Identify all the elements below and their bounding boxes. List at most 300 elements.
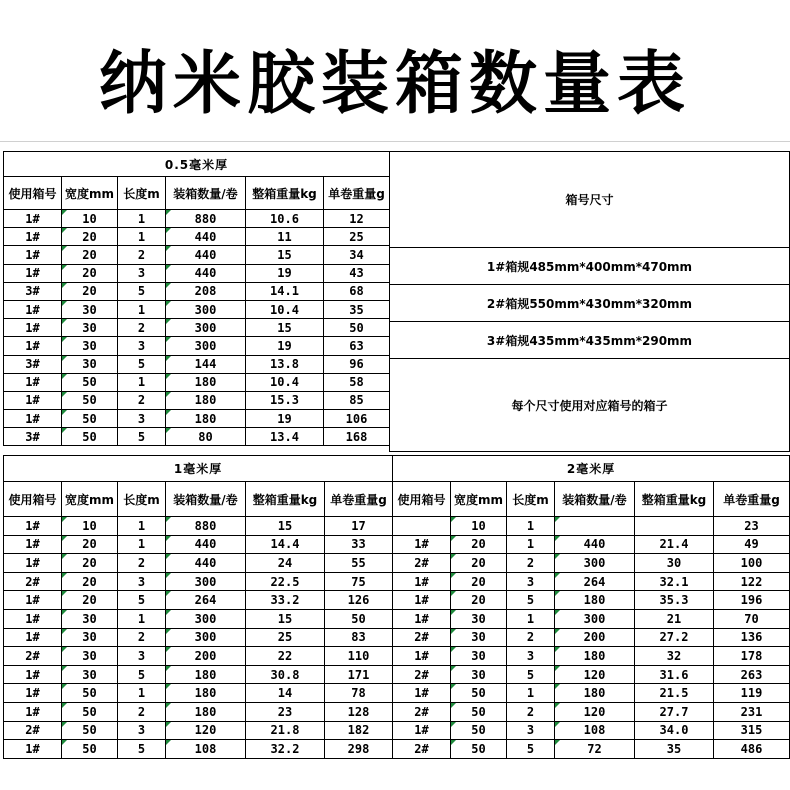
cell-qty: 120 — [166, 721, 246, 740]
cell-qty: 880 — [166, 210, 246, 228]
table-row — [393, 535, 790, 554]
cell-width: 50 — [62, 391, 118, 409]
cell-length: 2 — [118, 554, 166, 573]
cell-width: 30 — [451, 647, 507, 666]
cell-box-no: 1# — [4, 246, 62, 264]
table-row — [4, 702, 393, 721]
box-size-3: 3#箱规435mm*435mm*290mm — [390, 322, 790, 359]
cell-width: 30 — [62, 337, 118, 355]
cell-width: 30 — [62, 609, 118, 628]
table-row — [4, 554, 393, 573]
cell-length: 2 — [118, 391, 166, 409]
cell-box-no: 1# — [4, 319, 62, 337]
cell-qty: 300 — [166, 628, 246, 647]
section-label-2mm: 2毫米厚 — [393, 456, 790, 482]
cell-width: 20 — [62, 572, 118, 591]
cell-qty: 120 — [555, 702, 635, 721]
cell-roll-weight: 49 — [714, 535, 790, 554]
cell-box-weight: 14.1 — [246, 282, 324, 300]
table-row — [393, 721, 790, 740]
header-qty: 装箱数量/卷 — [555, 482, 635, 517]
header-box-weight: 整箱重量kg — [635, 482, 714, 517]
table-row — [4, 665, 393, 684]
cell-box-no: 1# — [4, 591, 62, 610]
cell-box-weight: 22.5 — [246, 572, 325, 591]
cell-length: 1 — [507, 535, 555, 554]
cell-box-no — [393, 517, 451, 536]
cell-qty: 300 — [166, 319, 246, 337]
cell-box-no: 1# — [4, 628, 62, 647]
cell-roll-weight: 25 — [324, 228, 390, 246]
cell-length: 1 — [118, 684, 166, 703]
cell-width: 30 — [451, 628, 507, 647]
table-2mm — [392, 455, 790, 759]
cell-box-no: 1# — [4, 535, 62, 554]
cell-qty: 300 — [555, 609, 635, 628]
cell-roll-weight: 85 — [324, 391, 390, 409]
cell-roll-weight: 106 — [324, 410, 390, 428]
cell-box-no: 1# — [4, 517, 62, 536]
cell-box-no: 1# — [4, 373, 62, 391]
header-roll-weight: 单卷重量g — [714, 482, 790, 517]
table-row — [393, 609, 790, 628]
table-row — [393, 554, 790, 573]
cell-roll-weight: 50 — [325, 609, 393, 628]
cell-width: 20 — [451, 572, 507, 591]
cell-width: 20 — [62, 264, 118, 282]
cell-width: 30 — [62, 355, 118, 373]
cell-box-no: 2# — [393, 740, 451, 759]
table-row — [4, 300, 390, 318]
table-row — [4, 373, 390, 391]
table-row — [393, 665, 790, 684]
cell-box-weight: 21.4 — [635, 535, 714, 554]
cell-width: 20 — [62, 246, 118, 264]
cell-qty: 180 — [555, 684, 635, 703]
cell-box-weight: 30.8 — [246, 665, 325, 684]
table-row — [4, 517, 393, 536]
cell-box-weight: 13.8 — [246, 355, 324, 373]
cell-width: 20 — [451, 591, 507, 610]
cell-length: 5 — [118, 355, 166, 373]
header-qty: 装箱数量/卷 — [166, 177, 246, 210]
cell-roll-weight: 43 — [324, 264, 390, 282]
cell-roll-weight: 23 — [714, 517, 790, 536]
cell-box-weight: 22 — [246, 647, 325, 666]
header-length: 长度m — [118, 177, 166, 210]
cell-roll-weight: 50 — [324, 319, 390, 337]
cell-roll-weight: 128 — [325, 702, 393, 721]
cell-qty: 264 — [166, 591, 246, 610]
cell-qty: 300 — [166, 609, 246, 628]
cell-box-weight: 32.1 — [635, 572, 714, 591]
cell-roll-weight: 75 — [325, 572, 393, 591]
cell-length: 3 — [118, 264, 166, 282]
cell-length: 2 — [118, 246, 166, 264]
cell-qty: 440 — [166, 228, 246, 246]
cell-box-weight: 19 — [246, 264, 324, 282]
table-row — [393, 684, 790, 703]
cell-box-no: 1# — [4, 702, 62, 721]
cell-length: 5 — [507, 665, 555, 684]
cell-box-no: 1# — [4, 391, 62, 409]
table-row — [4, 428, 390, 446]
cell-width: 30 — [62, 319, 118, 337]
cell-width: 50 — [62, 721, 118, 740]
cell-box-weight: 15 — [246, 609, 325, 628]
cell-roll-weight: 55 — [325, 554, 393, 573]
cell-width: 20 — [62, 554, 118, 573]
cell-length: 3 — [507, 647, 555, 666]
cell-length: 1 — [118, 535, 166, 554]
cell-box-weight: 10.6 — [246, 210, 324, 228]
header-width: 宽度mm — [451, 482, 507, 517]
cell-box-weight: 32 — [635, 647, 714, 666]
cell-box-no: 3# — [4, 282, 62, 300]
cell-length: 1 — [118, 228, 166, 246]
cell-qty: 300 — [166, 572, 246, 591]
header-box-no: 使用箱号 — [4, 482, 62, 517]
cell-length: 1 — [507, 684, 555, 703]
cell-box-weight: 14.4 — [246, 535, 325, 554]
table-row — [393, 591, 790, 610]
cell-roll-weight: 298 — [325, 740, 393, 759]
table-row — [4, 391, 390, 409]
box-size-2: 2#箱规550mm*430mm*320mm — [390, 285, 790, 322]
cell-box-weight: 19 — [246, 337, 324, 355]
header-row — [393, 482, 790, 517]
table-row — [4, 628, 393, 647]
cell-length: 1 — [118, 609, 166, 628]
header-width: 宽度mm — [62, 482, 118, 517]
table-row — [4, 647, 393, 666]
cell-qty: 180 — [166, 702, 246, 721]
cell-box-weight: 15 — [246, 319, 324, 337]
cell-width: 10 — [62, 210, 118, 228]
cell-box-no: 1# — [4, 665, 62, 684]
cell-box-weight — [635, 517, 714, 536]
cell-qty — [555, 517, 635, 536]
cell-qty: 180 — [166, 391, 246, 409]
table-05mm — [3, 151, 390, 446]
header-box-no: 使用箱号 — [393, 482, 451, 517]
section-label-1mm: 1毫米厚 — [4, 456, 393, 482]
cell-qty: 180 — [166, 665, 246, 684]
cell-qty: 264 — [555, 572, 635, 591]
cell-length: 1 — [507, 517, 555, 536]
table-row — [4, 264, 390, 282]
cell-roll-weight: 119 — [714, 684, 790, 703]
sheet-gridline — [0, 141, 790, 142]
cell-length: 3 — [118, 410, 166, 428]
cell-roll-weight: 83 — [325, 628, 393, 647]
table-row — [4, 246, 390, 264]
cell-box-no: 1# — [4, 410, 62, 428]
cell-box-weight: 10.4 — [246, 300, 324, 318]
cell-roll-weight: 315 — [714, 721, 790, 740]
table-row — [393, 517, 790, 536]
cell-roll-weight: 110 — [325, 647, 393, 666]
cell-roll-weight: 35 — [324, 300, 390, 318]
cell-width: 50 — [451, 702, 507, 721]
cell-box-weight: 14 — [246, 684, 325, 703]
cell-length: 5 — [118, 282, 166, 300]
cell-length: 3 — [507, 572, 555, 591]
table-row — [4, 319, 390, 337]
cell-roll-weight: 486 — [714, 740, 790, 759]
cell-width: 50 — [451, 740, 507, 759]
cell-box-weight: 33.2 — [246, 591, 325, 610]
cell-box-no: 1# — [4, 609, 62, 628]
cell-box-weight: 10.4 — [246, 373, 324, 391]
cell-roll-weight: 196 — [714, 591, 790, 610]
cell-length: 3 — [118, 337, 166, 355]
cell-box-weight: 27.2 — [635, 628, 714, 647]
cell-length: 5 — [118, 591, 166, 610]
cell-length: 2 — [507, 554, 555, 573]
table-row — [4, 591, 393, 610]
cell-box-weight: 35.3 — [635, 591, 714, 610]
cell-roll-weight: 178 — [714, 647, 790, 666]
cell-roll-weight: 122 — [714, 572, 790, 591]
cell-length: 1 — [118, 373, 166, 391]
header-box-no: 使用箱号 — [4, 177, 62, 210]
cell-width: 30 — [62, 647, 118, 666]
cell-width: 50 — [62, 428, 118, 446]
cell-qty: 440 — [166, 246, 246, 264]
page-title: 纳米胶装箱数量表 — [98, 45, 691, 124]
cell-box-no: 2# — [393, 628, 451, 647]
table-row — [4, 210, 390, 228]
cell-qty: 180 — [555, 647, 635, 666]
header-box-weight: 整箱重量kg — [246, 482, 325, 517]
section-label-05mm: 0.5毫米厚 — [4, 152, 390, 177]
cell-box-weight: 15.3 — [246, 391, 324, 409]
cell-roll-weight: 136 — [714, 628, 790, 647]
cell-roll-weight: 34 — [324, 246, 390, 264]
cell-box-weight: 25 — [246, 628, 325, 647]
table-row — [4, 282, 390, 300]
cell-width: 30 — [451, 665, 507, 684]
header-row — [4, 482, 393, 517]
header-length: 长度m — [118, 482, 166, 517]
cell-box-no: 2# — [4, 647, 62, 666]
header-box-weight: 整箱重量kg — [246, 177, 324, 210]
cell-box-no: 1# — [393, 609, 451, 628]
cell-box-weight: 15 — [246, 246, 324, 264]
table-row — [4, 535, 393, 554]
cell-qty: 200 — [555, 628, 635, 647]
cell-qty: 108 — [166, 740, 246, 759]
cell-roll-weight: 231 — [714, 702, 790, 721]
cell-box-no: 1# — [4, 554, 62, 573]
table-row — [4, 355, 390, 373]
cell-box-no: 1# — [393, 591, 451, 610]
cell-qty: 440 — [166, 535, 246, 554]
cell-qty: 880 — [166, 517, 246, 536]
cell-box-weight: 32.2 — [246, 740, 325, 759]
cell-width: 20 — [62, 228, 118, 246]
cell-width: 50 — [62, 702, 118, 721]
cell-box-no: 3# — [4, 428, 62, 446]
cell-width: 50 — [62, 740, 118, 759]
cell-qty: 440 — [166, 264, 246, 282]
cell-roll-weight: 58 — [324, 373, 390, 391]
cell-roll-weight: 70 — [714, 609, 790, 628]
cell-box-no: 2# — [393, 665, 451, 684]
table-row — [4, 228, 390, 246]
cell-qty: 300 — [555, 554, 635, 573]
cell-roll-weight: 263 — [714, 665, 790, 684]
cell-qty: 300 — [166, 300, 246, 318]
cell-length: 2 — [507, 628, 555, 647]
table-row — [4, 721, 393, 740]
cell-length: 2 — [507, 702, 555, 721]
cell-width: 20 — [62, 535, 118, 554]
cell-box-weight: 31.6 — [635, 665, 714, 684]
cell-width: 50 — [62, 410, 118, 428]
table-row — [393, 572, 790, 591]
cell-box-weight: 21.5 — [635, 684, 714, 703]
cell-width: 30 — [62, 300, 118, 318]
cell-width: 30 — [62, 665, 118, 684]
header-row — [4, 177, 390, 210]
cell-length: 5 — [118, 740, 166, 759]
cell-length: 1 — [507, 609, 555, 628]
cell-qty: 440 — [166, 554, 246, 573]
cell-box-no: 1# — [4, 210, 62, 228]
header-qty: 装箱数量/卷 — [166, 482, 246, 517]
cell-roll-weight: 100 — [714, 554, 790, 573]
cell-box-weight: 35 — [635, 740, 714, 759]
cell-qty: 300 — [166, 337, 246, 355]
cell-length: 2 — [118, 628, 166, 647]
cell-width: 20 — [62, 282, 118, 300]
cell-box-no: 1# — [4, 740, 62, 759]
cell-width: 30 — [451, 609, 507, 628]
table-row — [4, 740, 393, 759]
box-size-1: 1#箱规485mm*400mm*470mm — [390, 248, 790, 285]
cell-box-no: 2# — [393, 702, 451, 721]
cell-roll-weight: 171 — [325, 665, 393, 684]
table-row — [393, 702, 790, 721]
cell-length: 3 — [507, 721, 555, 740]
cell-roll-weight: 63 — [324, 337, 390, 355]
cell-qty: 72 — [555, 740, 635, 759]
cell-length: 5 — [507, 740, 555, 759]
table-1mm — [3, 455, 393, 759]
cell-width: 20 — [451, 535, 507, 554]
cell-qty: 120 — [555, 665, 635, 684]
cell-width: 10 — [62, 517, 118, 536]
cell-width: 20 — [62, 591, 118, 610]
cell-qty: 180 — [555, 591, 635, 610]
cell-length: 1 — [118, 210, 166, 228]
cell-box-weight: 13.4 — [246, 428, 324, 446]
cell-box-weight: 34.0 — [635, 721, 714, 740]
table-row — [4, 410, 390, 428]
cell-roll-weight: 78 — [325, 684, 393, 703]
cell-qty: 200 — [166, 647, 246, 666]
cell-qty: 144 — [166, 355, 246, 373]
table-row — [4, 572, 393, 591]
cell-qty: 208 — [166, 282, 246, 300]
cell-length: 2 — [118, 319, 166, 337]
cell-length: 5 — [118, 428, 166, 446]
cell-roll-weight: 68 — [324, 282, 390, 300]
cell-length: 5 — [507, 591, 555, 610]
cell-length: 2 — [118, 702, 166, 721]
cell-width: 50 — [451, 684, 507, 703]
cell-box-no: 1# — [4, 337, 62, 355]
cell-box-no: 3# — [4, 355, 62, 373]
cell-box-weight: 15 — [246, 517, 325, 536]
cell-roll-weight: 126 — [325, 591, 393, 610]
cell-length: 1 — [118, 300, 166, 318]
cell-width: 10 — [451, 517, 507, 536]
cell-box-no: 1# — [4, 228, 62, 246]
cell-box-no: 1# — [393, 684, 451, 703]
cell-qty: 80 — [166, 428, 246, 446]
cell-length: 3 — [118, 572, 166, 591]
cell-box-weight: 19 — [246, 410, 324, 428]
cell-roll-weight: 96 — [324, 355, 390, 373]
cell-length: 1 — [118, 517, 166, 536]
cell-box-no: 1# — [393, 572, 451, 591]
cell-width: 50 — [451, 721, 507, 740]
cell-roll-weight: 17 — [325, 517, 393, 536]
cell-roll-weight: 182 — [325, 721, 393, 740]
cell-box-weight: 27.7 — [635, 702, 714, 721]
cell-length: 3 — [118, 647, 166, 666]
cell-roll-weight: 168 — [324, 428, 390, 446]
cell-qty: 180 — [166, 684, 246, 703]
cell-box-weight: 11 — [246, 228, 324, 246]
cell-box-no: 1# — [393, 535, 451, 554]
table-row — [393, 628, 790, 647]
cell-qty: 180 — [166, 410, 246, 428]
cell-box-weight: 21 — [635, 609, 714, 628]
cell-roll-weight: 33 — [325, 535, 393, 554]
cell-box-weight: 24 — [246, 554, 325, 573]
cell-length: 3 — [118, 721, 166, 740]
cell-box-no: 1# — [4, 300, 62, 318]
table-row — [4, 609, 393, 628]
cell-width: 50 — [62, 684, 118, 703]
cell-width: 30 — [62, 628, 118, 647]
cell-qty: 108 — [555, 721, 635, 740]
table-row — [393, 740, 790, 759]
cell-box-weight: 21.8 — [246, 721, 325, 740]
box-size-label: 箱号尺寸 — [390, 152, 790, 248]
box-size-panel — [389, 151, 790, 452]
header-roll-weight: 单卷重量g — [324, 177, 390, 210]
cell-box-weight: 30 — [635, 554, 714, 573]
table-row — [393, 647, 790, 666]
cell-width: 20 — [451, 554, 507, 573]
cell-length: 5 — [118, 665, 166, 684]
cell-roll-weight: 12 — [324, 210, 390, 228]
cell-qty: 180 — [166, 373, 246, 391]
box-size-note: 每个尺寸使用对应箱号的箱子 — [390, 359, 790, 452]
header-width: 宽度mm — [62, 177, 118, 210]
header-length: 长度m — [507, 482, 555, 517]
cell-box-no: 1# — [393, 721, 451, 740]
cell-qty: 440 — [555, 535, 635, 554]
table-row — [4, 337, 390, 355]
header-roll-weight: 单卷重量g — [325, 482, 393, 517]
cell-box-no: 2# — [393, 554, 451, 573]
